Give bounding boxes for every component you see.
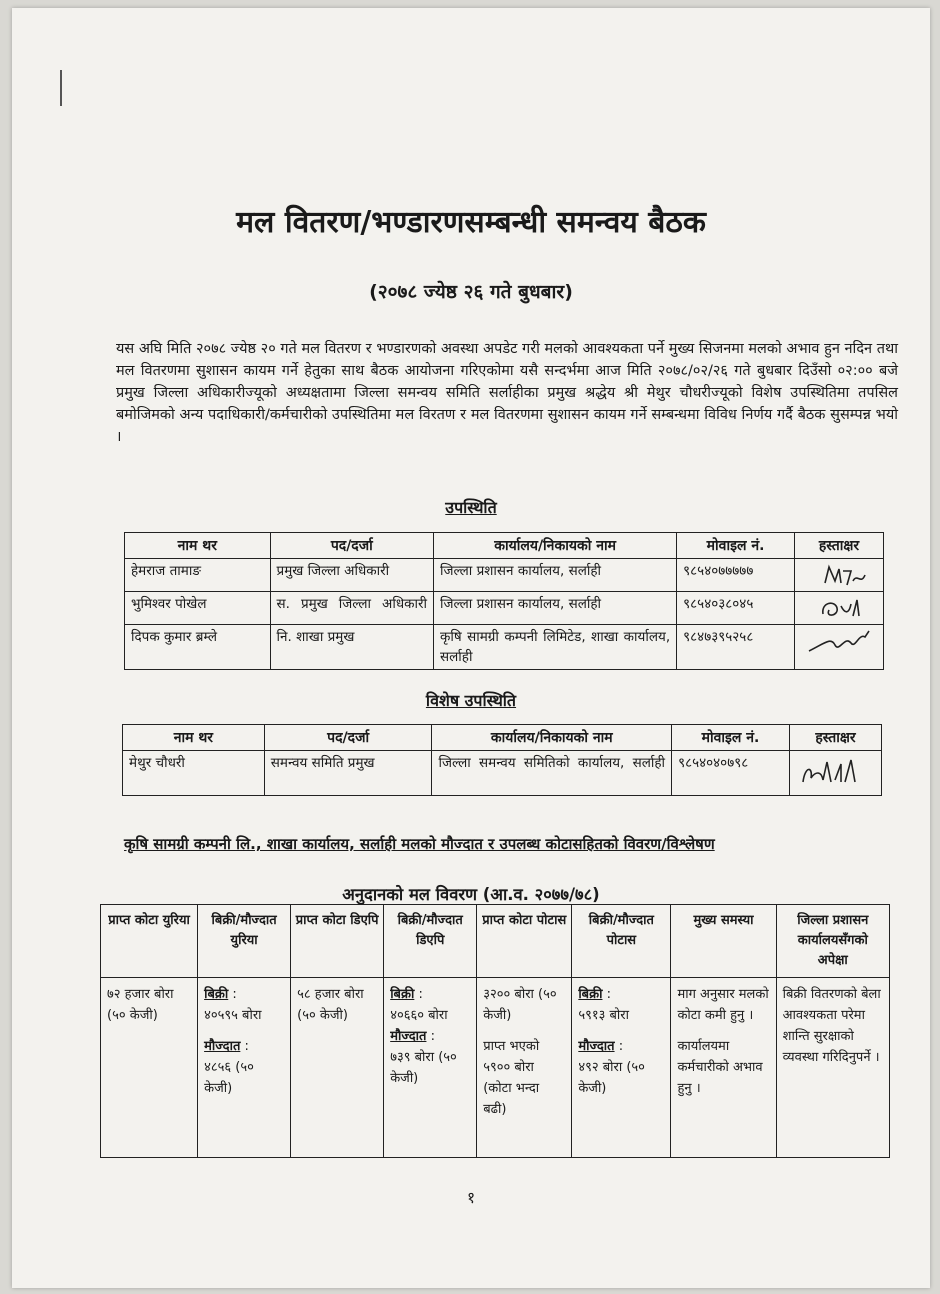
attendee-name: दिपक कुमार ब्रम्ले	[125, 625, 271, 670]
signature-icon	[795, 625, 883, 657]
subsidy-table	[100, 904, 890, 1158]
attendee-post: समन्वय समिति प्रमुख	[264, 751, 432, 796]
attendee-office: जिल्ला प्रशासन कार्यालय, सर्लाही	[434, 592, 677, 625]
col-main-problem: मुख्य समस्या	[671, 905, 776, 978]
col-mobile: मोवाइल नं.	[677, 533, 795, 559]
attendee-office: जिल्ला समन्वय समितिको कार्यालय, सर्लाही	[432, 751, 672, 796]
attendee-mobile: ९८५४०३८०४५	[677, 592, 795, 625]
attendee-post: स. प्रमुख जिल्ला अधिकारी	[270, 592, 433, 625]
potash-stock: ४९२ बोरा (५० केजी)	[578, 1060, 645, 1096]
document-title: मल वितरण/भण्डारणसम्बन्धी समन्वय बैठक	[236, 205, 706, 240]
page-number: १	[466, 1188, 476, 1207]
signature-cell	[794, 559, 883, 592]
expectation: बिक्री वितरणको बेला आवश्यकता परेमा शान्ति सुरक्षाको व्यवस्था गरिदिनुपर्ने ।	[776, 978, 889, 1158]
table-row	[125, 559, 884, 592]
stock-label: मौज्दात	[578, 1039, 615, 1054]
col-post: पद/दर्जा	[264, 725, 432, 751]
col-dap-quota: प्राप्त कोटा डिएपि	[291, 905, 384, 978]
dap-stock: ७३९ बोरा (५० केजी)	[390, 1050, 457, 1086]
meeting-date: (२०७८ ज्येष्ठ २६ गते बुधबार)	[369, 281, 573, 303]
subsidy-caption: अनुदानको मल विवरण (आ.व. २०७७/७८)	[342, 885, 600, 904]
col-mobile: मोवाइल नं.	[672, 725, 790, 751]
col-name: नाम थर	[123, 725, 265, 751]
document-page	[12, 8, 930, 1288]
signature-icon	[791, 751, 879, 793]
potash-quota: ३२०० बोरा (५० केजी)	[483, 987, 557, 1023]
problem-staff-shortage: कार्यालयमा कर्मचारीको अभाव हुनु ।	[677, 1039, 763, 1096]
col-signature: हस्ताक्षर	[794, 533, 883, 559]
col-office: कार्यालय/निकायको नाम	[432, 725, 672, 751]
col-post: पद/दर्जा	[270, 533, 433, 559]
scan-mark	[60, 70, 62, 106]
signature-cell	[789, 751, 881, 796]
col-expectation: जिल्ला प्रशासन कार्यालयसँगको अपेक्षा	[776, 905, 889, 978]
attendee-name: भुमिश्वर पोखेल	[125, 592, 271, 625]
col-potash-sale-stock: बिक्री/मौज्दात पोटास	[572, 905, 671, 978]
signature-icon	[795, 559, 883, 591]
stock-label: मौज्दात	[204, 1039, 241, 1054]
table-header-row	[125, 533, 884, 559]
sale-label: बिक्री	[578, 987, 603, 1002]
sale-label: बिक्री	[204, 987, 229, 1002]
analysis-heading: कृषि सामग्री कम्पनी लि., शाखा कार्यालय, सर्लाही मलको मौज्दात र उपलब्ध कोटासहितको विवरण/विश्लेषण	[124, 835, 715, 853]
table-row	[101, 978, 890, 1158]
table-header-row	[101, 905, 890, 978]
potash-sale-stock: बिक्री : ५९१३ बोरा मौज्दात : ४९२ बोरा (५० केजी)	[572, 978, 671, 1158]
urea-quota: ७२ हजार बोरा (५० केजी)	[101, 978, 198, 1158]
signature-icon	[795, 592, 883, 624]
attendee-post: नि. शाखा प्रमुख	[270, 625, 433, 670]
main-problems	[671, 978, 776, 1158]
problem-quota-shortage: माग अनुसार मलको कोटा कमी हुनु ।	[677, 987, 769, 1023]
potash-sale: ५९१३ बोरा	[578, 1008, 629, 1023]
special-attendance-heading: विशेष उपस्थिति	[425, 691, 517, 710]
attendee-name: मेथुर चौधरी	[123, 751, 265, 796]
attendee-mobile: ९८४७३९५२५८	[677, 625, 795, 670]
col-urea-quota: प्राप्त कोटा युरिया	[101, 905, 198, 978]
special-attendance-table	[122, 724, 882, 796]
intro-paragraph: यस अघि मिति २०७८ ज्येष्ठ २० गते मल वितरण र भण्डारणको अवस्था अपडेट गरी मलको आवश्यकता पर्ने मुख्य सिजनमा मलको अभाव हुन नदिन तथा मल वितरणमा सुशासन कायम गर्ने हेतुका साथ बैठक आयोजना गरिएकोमा यसै सन्दर्भमा आज मिति २०७८/०२/२६ गते बुधबार दिउँसो ०२:०० बजे प्रमुख जिल्ला अधिकारीज्यूको अध्यक्षतामा जिल्ला समन्वय समिति सर्लाहीका प्रमुख श्रद्धेय श्री मेथुर चौधरीज्यूको विशेष उपस्थितिमा तपसिल बमोजिमको अन्य पदाधिकारी/कर्मचारीको उपस्थितिमा मल विरतण र मल वितरणमा सुशासन कायम गर्ने सम्बन्धमा विविध निर्णय गर्दै बैठक सुसम्पन्न भयो ।	[116, 341, 898, 445]
attendee-post: प्रमुख जिल्ला अधिकारी	[270, 559, 433, 592]
urea-stock: ४८५६ (५० केजी)	[204, 1060, 254, 1096]
attendee-mobile: ९८५४०४०७९८	[672, 751, 790, 796]
signature-cell	[794, 625, 883, 670]
attendee-office: जिल्ला प्रशासन कार्यालय, सर्लाही	[434, 559, 677, 592]
urea-sale-stock: बिक्री : ४०५९५ बोरा मौज्दात : ४८५६ (५० केजी)	[198, 978, 291, 1158]
attendance-heading: उपस्थिति	[445, 498, 497, 517]
potash-quota-cell	[477, 978, 572, 1158]
col-name: नाम थर	[125, 533, 271, 559]
table-header-row	[123, 725, 882, 751]
potash-received: प्राप्त भएको ५९०० बोरा (कोटा भन्दा बढी)	[483, 1039, 540, 1117]
attendee-office: कृषि सामग्री कम्पनी लिमिटेड, शाखा कार्यालय, सर्लाही	[434, 625, 677, 670]
dap-sale: ४०६६० बोरा	[390, 1008, 448, 1023]
attendee-mobile: ९८५४०७७७७७	[677, 559, 795, 592]
signature-cell	[794, 592, 883, 625]
table-row	[123, 751, 882, 796]
table-row	[125, 592, 884, 625]
dap-quota: ५८ हजार बोरा (५० केजी)	[291, 978, 384, 1158]
col-dap-sale-stock: बिक्री/मौज्दात डिएपि	[384, 905, 477, 978]
dap-sale-stock: बिक्री : ४०६६० बोरा मौज्दात : ७३९ बोरा (५० केजी)	[384, 978, 477, 1158]
col-office: कार्यालय/निकायको नाम	[434, 533, 677, 559]
col-urea-sale-stock: बिक्री/मौज्दात युरिया	[198, 905, 291, 978]
urea-sale: ४०५९५ बोरा	[204, 1008, 262, 1023]
table-row	[125, 625, 884, 670]
attendee-name: हेमराज तामाङ	[125, 559, 271, 592]
col-signature: हस्ताक्षर	[789, 725, 881, 751]
attendance-table	[124, 532, 884, 670]
col-potash-quota: प्राप्त कोटा पोटास	[477, 905, 572, 978]
stock-label: मौज्दात	[390, 1029, 427, 1044]
sale-label: बिक्री	[390, 987, 415, 1002]
